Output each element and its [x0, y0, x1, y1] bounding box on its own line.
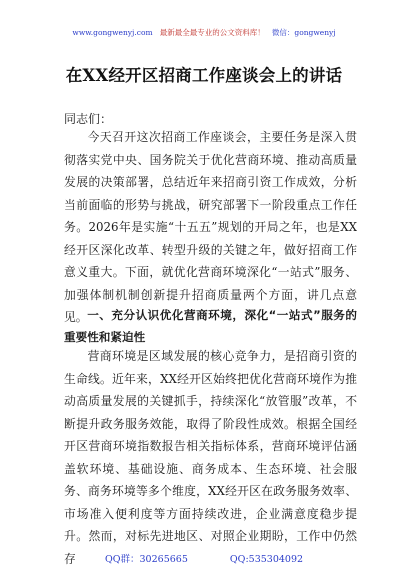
paragraph-intro: 今天召开这次招商工作座谈会，主要任务是深入贯彻落实党中央、国务院关于优化营商环境、推动高质量发展的决策部署，总结近年来招商引资工作成效，分析当前面临的形势与挑战，研究部署下一阶段重点工作任务。2026年是实施“十五五”规划的开局之年，也是XX经开区深化改革、转型升级的关键之年，做好招商工作意义重大。下面，就优化营商环境深化“一站式”服务、加强体制机制创新提升招商质量两个方面，讲几点意见。: [64, 130, 357, 324]
section-heading-1: 一、充分认识优化营商环境，深化“一站式”服务的重要性和紧迫性: [64, 308, 357, 344]
salutation: 同志们：: [64, 112, 113, 126]
header-url[interactable]: www.gongwenyj.com: [72, 28, 153, 37]
page-header: [0, 28, 408, 38]
page-footer: [0, 551, 408, 565]
header-wechat: 微信：gongwenyj: [271, 28, 336, 37]
document-title: 在XX经开区招商工作座谈会上的讲话: [65, 66, 343, 85]
header-slogan: 最新最全最专业的公文资料库！: [159, 28, 265, 37]
footer-qq: QQ:535304092: [229, 554, 304, 565]
footer-qq-group: QQ群：30265665: [104, 554, 188, 565]
paragraph-section-1: 营商环境是区域发展的核心竞争力，是招商引资的生命线。近年来，XX经开区始终把优化营商环境作为推动高质量发展的关键抓手，持续深化“放管服”改革，不断提升政务服务效能，取得了阶段性成效。根据全国经开区营商环境指数报告相关指标体系，营商环境评估涵盖软环境、基础设施、商务成本、生态环境、社会服务、商务环境等多个维度，XX经开区在政务服务效率、市场准入便利度等方面持续改进，企业满意度稳步提升。然而，对标先进地区、对照企业期盼，工作中仍然存: [64, 349, 357, 566]
